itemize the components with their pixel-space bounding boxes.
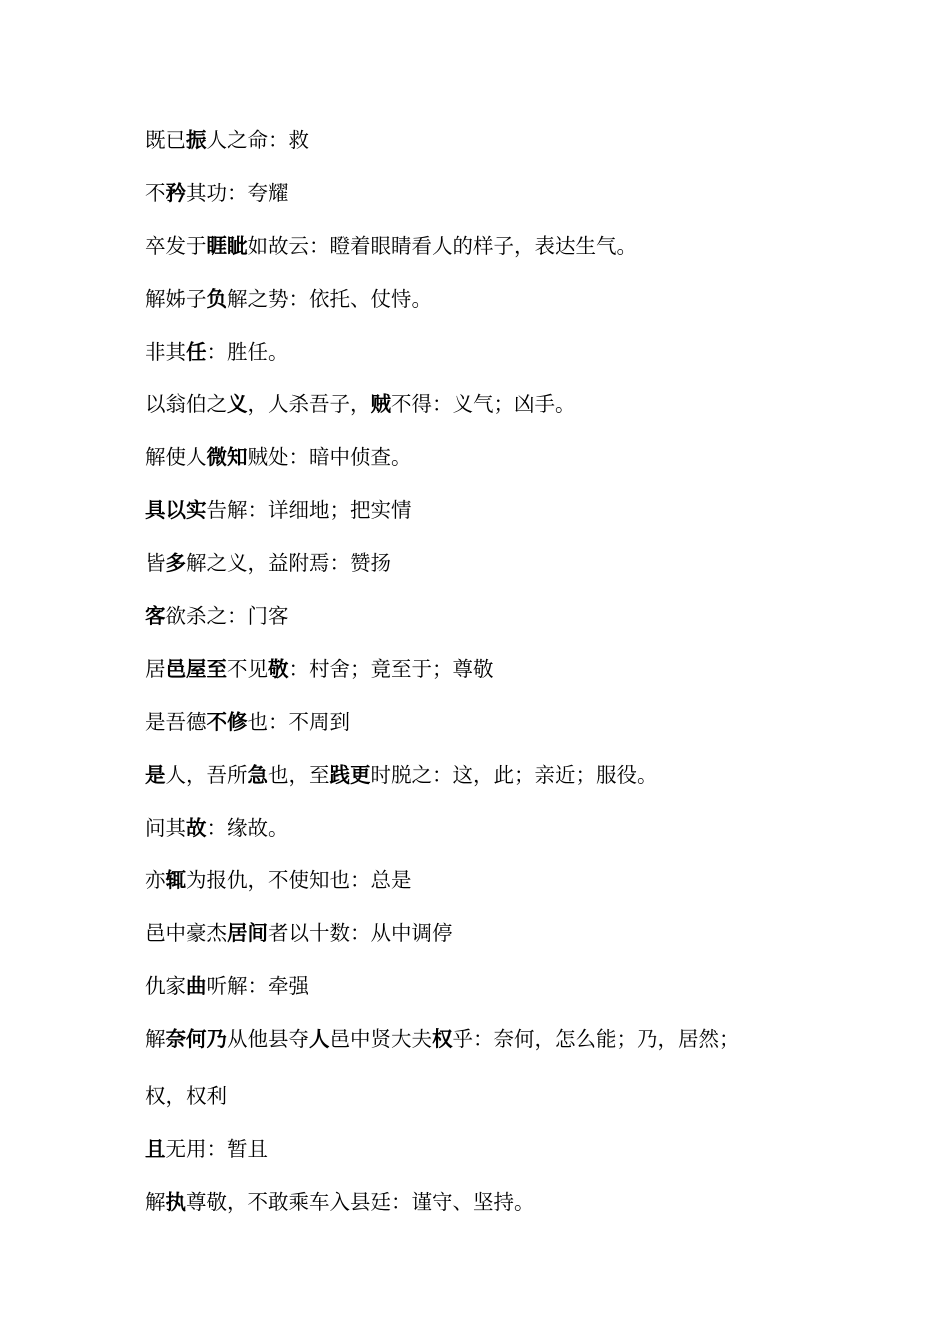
annotation-line-14: 问其故：缘故。 <box>145 815 289 840</box>
annotation-line-1: 既已振人之命：救 <box>145 128 309 152</box>
annotation-line-4: 解姊子负解之势：依托、仗恃。 <box>145 286 432 311</box>
annotation-line-16: 邑中豪杰居间者以十数：从中调停 <box>145 921 453 946</box>
annotation-line-5: 非其任：胜任。 <box>145 339 289 364</box>
annotation-line-17: 仇家曲听解：牵强 <box>145 974 309 999</box>
annotation-line-9: 皆多解之义，益附焉：赞扬 <box>145 551 391 576</box>
annotation-line-20: 解执尊敬，不敢乘车入县廷：谨守、坚持。 <box>145 1189 535 1214</box>
annotation-line-8: 具以实告解：详细地；把实情 <box>145 498 412 523</box>
annotation-line-3: 卒发于睚眦如故云：瞪着眼睛看人的样子，表达生气。 <box>145 233 637 258</box>
annotation-line-19: 且无用：暂且 <box>145 1137 268 1162</box>
annotation-line-10: 客欲杀之：门客 <box>145 604 289 629</box>
annotation-line-6: 以翁伯之义，人杀吾子，贼不得：义气；凶手。 <box>145 392 576 417</box>
annotation-list <box>145 124 825 1239</box>
annotation-line-15: 亦辄为报仇，不使知也：总是 <box>145 868 412 893</box>
annotation-line-12: 是吾德不修也：不周到 <box>145 709 350 734</box>
annotation-line-18-continued: 权，权利 <box>145 1084 227 1109</box>
annotation-line-2: 不矜其功：夸耀 <box>145 180 289 205</box>
annotation-line-7: 解使人微知贼处：暗中侦查。 <box>145 445 412 470</box>
annotation-line-18: 解奈何乃从他县夺人邑中贤大夫权乎：奈何，怎么能；乃，居然； <box>145 1027 740 1052</box>
annotation-line-11: 居邑屋至不见敬：村舍；竟至于；尊敬 <box>145 656 494 681</box>
annotation-line-13: 是人，吾所急也，至践更时脱之：这，此；亲近；服役。 <box>145 762 658 787</box>
